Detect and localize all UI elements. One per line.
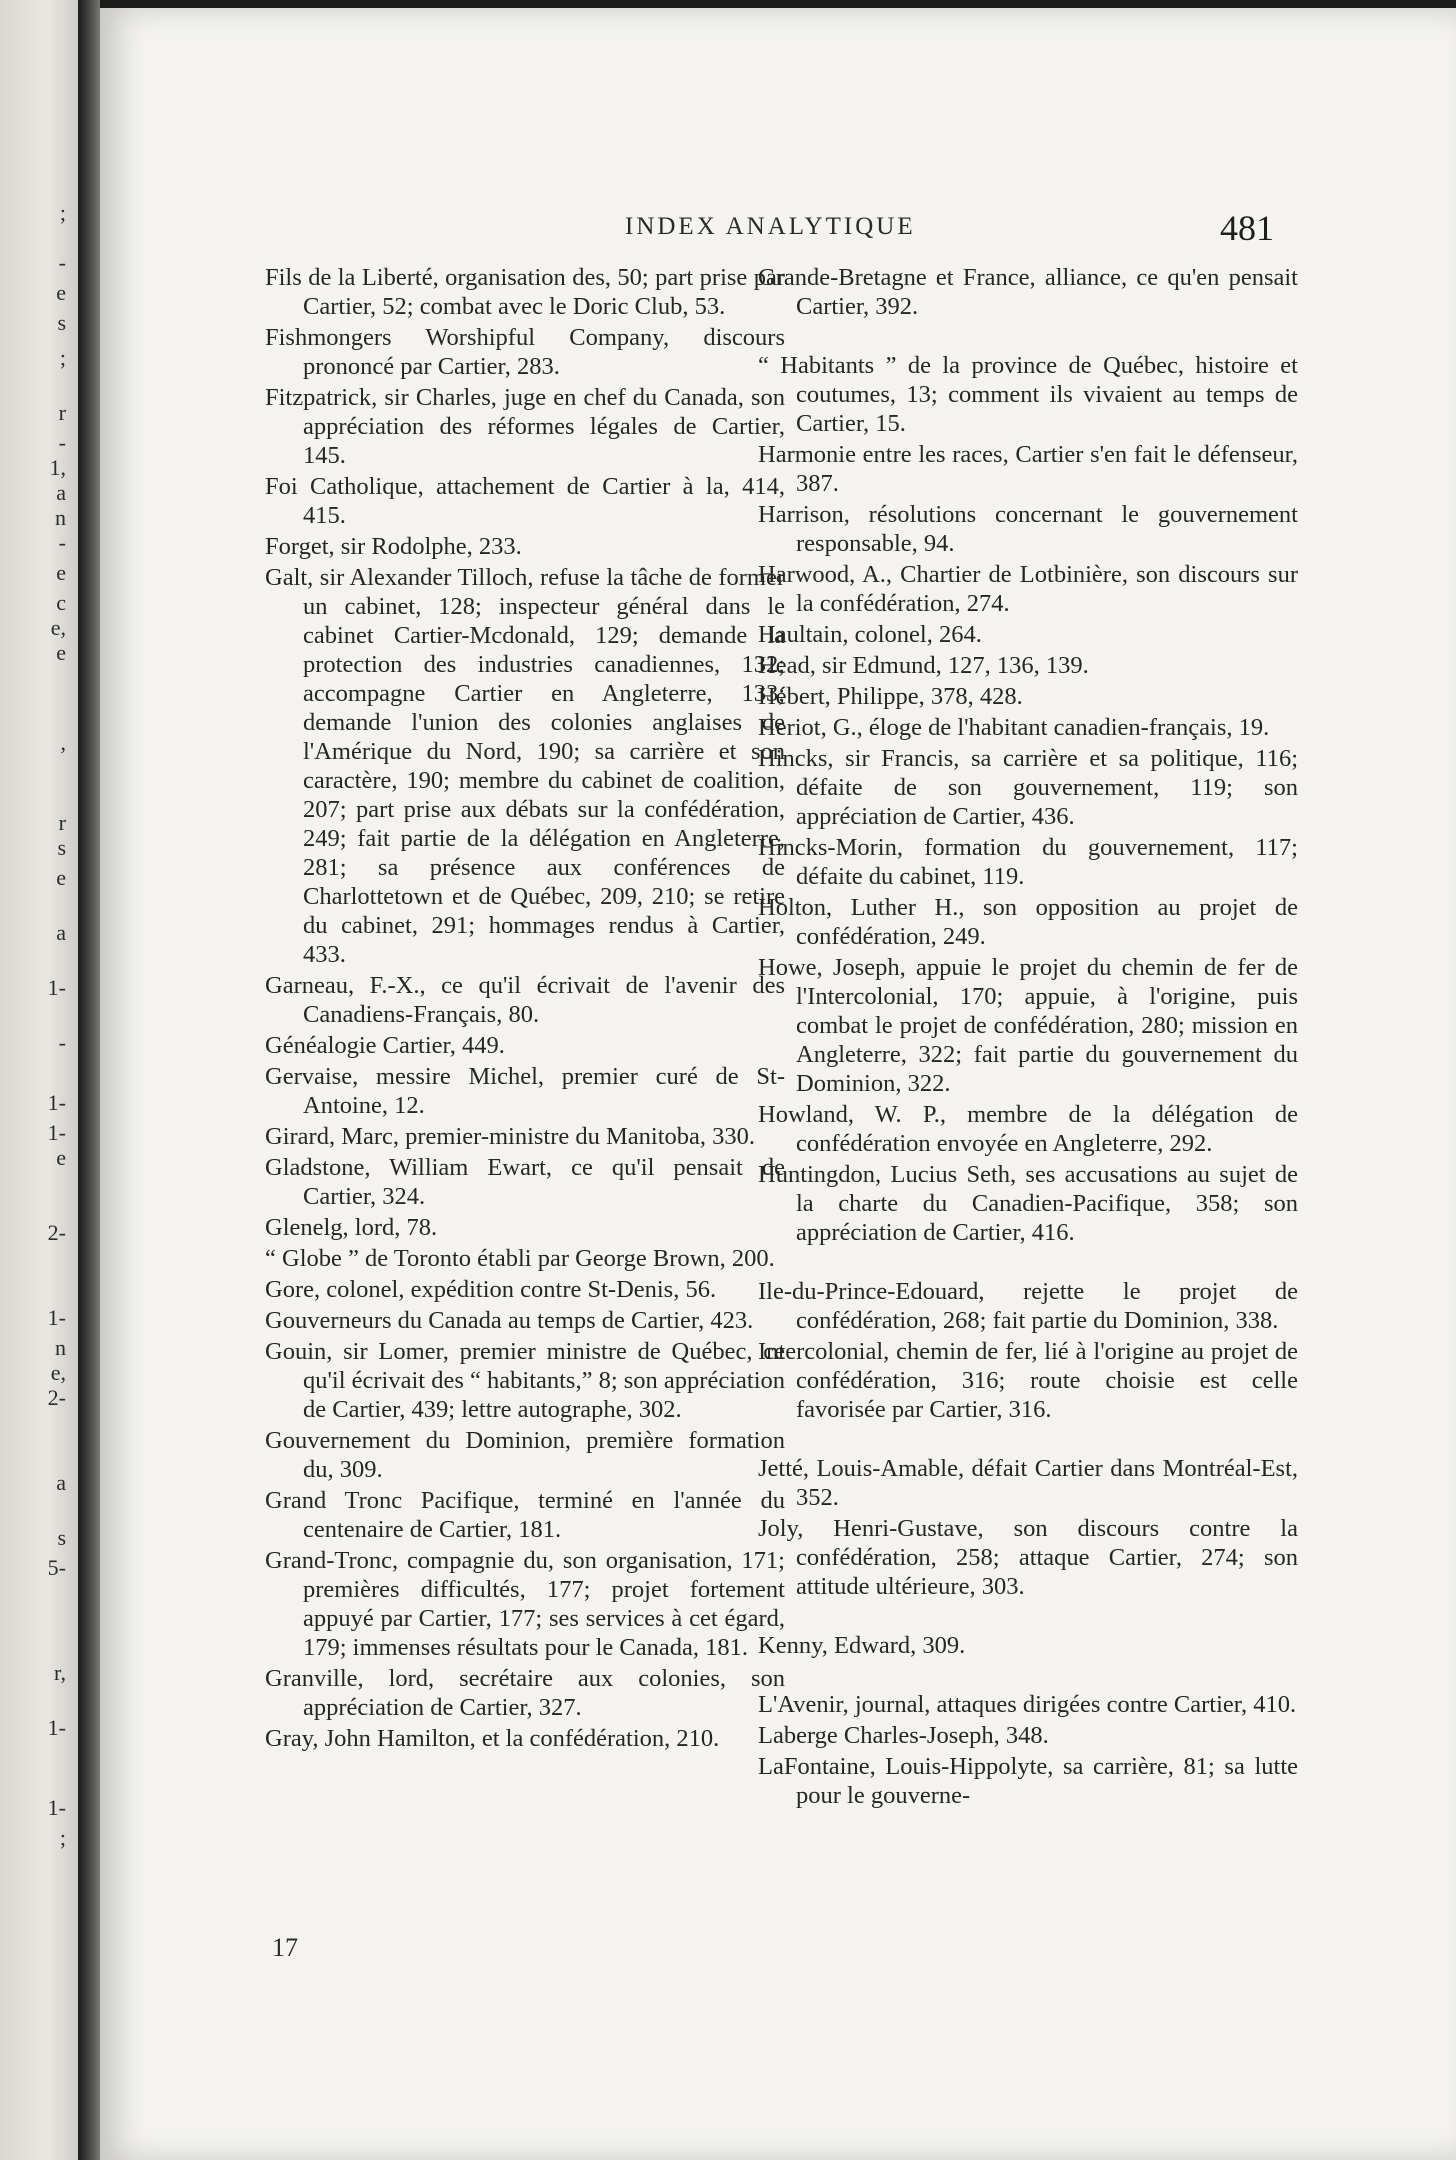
facing-page-text-fragment: a [56,1470,66,1495]
index-entry: Kenny, Edward, 309. [758,1632,966,1659]
index-entry: Joly, Henri-Gustave, son discours contre la confédération, 258; attaque Cartier, 274; son attitude ultérieure, 303. [758,1515,1298,1600]
facing-page-text-fragment: e [56,560,66,585]
index-entry: Glenelg, lord, 78. [265,1214,438,1241]
index-entry: Holton, Luther H., son opposition au projet de confédération, 249. [758,894,1298,950]
index-entry: Gouvernement du Dominion, première formation du, 309. [265,1427,785,1483]
facing-page-text-fragment: e, [50,615,66,640]
index-entry: Grande-Bretagne et France, alliance, ce qu'en pensait Cartier, 392. [758,264,1298,320]
index-entry: Intercolonial, chemin de fer, lié à l'origine au projet de confédération, 316; route choisie est celle favorisée par Cartier, 316. [758,1338,1298,1423]
facing-page-text-fragment: - [58,1030,66,1055]
facing-page-text-fragment: 2- [47,1385,66,1410]
index-entry: Grand-Tronc, compagnie du, son organisation, 171; premières difficultés, 177; projet fortement appuyé par Cartier, 177; ses services à cet égard, 179; immenses résultats pour le Canada, 181. [265,1547,785,1661]
index-entry: Gouverneurs du Canada au temps de Cartier, 423. [265,1307,754,1334]
index-entry: “ Globe ” de Toronto établi par George Brown, 200. [265,1245,775,1272]
facing-page-text-fragment: a [56,480,66,505]
facing-page-text-fragment: ; [59,200,66,225]
book-page [100,8,1456,2160]
facing-page-text-fragment: - [58,250,66,275]
index-entry: Gouin, sir Lomer, premier ministre de Québec, ce qu'il écrivait des “ habitants,” 8; son appréciation de Cartier, 439; lettre autographe, 302. [265,1338,786,1423]
facing-page-text-fragment: a [56,920,66,945]
index-entry: Harmonie entre les races, Cartier s'en fait le défenseur, 387. [758,441,1298,497]
index-entry: Fils de la Liberté, organisation des, 50; part prise par Cartier, 52; combat avec le Doric Club, 53. [265,264,785,320]
index-entry: Grand Tronc Pacifique, terminé en l'année du centenaire de Cartier, 181. [265,1487,785,1543]
index-entry: Garneau, F.-X., ce qu'il écrivait de l'avenir des Canadiens-Français, 80. [265,972,785,1028]
index-entry: Galt, sir Alexander Tilloch, refuse la tâche de former un cabinet, 128; inspecteur général dans le cabinet Cartier-Mcdonald, 129; demande la protection des industries canadiennes, 132; accompagne Cartier en Angleterre, 133; demande l'union des colonies anglaises de l'Amérique du Nord, 190; sa carrière et son caractère, 190; membre du cabinet de coalition, 207; part prise aux débats sur la confédération, 249; fait partie de la délégation en Angleterre, 281; sa présence aux conférences de Charlottetown et de Québec, 209, 210; se retire du cabinet, 291; hommages rendus à Cartier, 433. [265,564,785,968]
index-entry: Généalogie Cartier, 449. [265,1032,505,1059]
index-entry: Fitzpatrick, sir Charles, juge en chef du Canada, son appréciation des réformes légales de Cartier, 145. [265,384,785,469]
facing-page-text-fragment: , [60,730,66,755]
index-entry: Huntingdon, Lucius Seth, ses accusations au sujet de la charte du Canadien-Pacifique, 358; son appréciation de Cartier, 416. [758,1161,1298,1246]
index-entry: Ile-du-Prince-Edouard, rejette le projet de confédération, 268; fait partie du Dominion, 338. [758,1278,1298,1334]
facing-page-text-fragment: n [55,505,66,530]
index-entry: Gladstone, William Ewart, ce qu'il pensait de Cartier, 324. [265,1154,785,1210]
index-entry: LaFontaine, Louis-Hippolyte, sa carrière, 81; sa lutte pour le gouverne- [758,1753,1298,1809]
facing-page-text-fragment: 5- [47,1555,66,1580]
index-entry: Hincks-Morin, formation du gouvernement, 117; défaite du cabinet, 119. [758,834,1298,890]
facing-page-text-fragment: 1- [47,1120,66,1145]
index-entry: L'Avenir, journal, attaques dirigées contre Cartier, 410. [758,1691,1297,1718]
index-entry: Howland, W. P., membre de la délégation de confédération envoyée en Angleterre, 292. [758,1101,1298,1157]
facing-page-edge [0,0,78,2160]
index-entry: Girard, Marc, premier-ministre du Manitoba, 330. [265,1123,756,1150]
book-gutter [78,0,100,2160]
index-entry: Forget, sir Rodolphe, 233. [265,533,522,560]
running-title: INDEX ANALYTIQUE [625,213,916,240]
index-entry: Harwood, A., Chartier de Lotbinière, son discours sur la confédération, 274. [758,561,1298,617]
index-entry: Harrison, résolutions concernant le gouvernement responsable, 94. [758,501,1298,557]
facing-page-text-fragment: s [57,1525,66,1550]
facing-page-text-fragment: 1- [47,1090,66,1115]
facing-page-text-fragment: r [58,400,66,425]
index-entry: Gore, colonel, expédition contre St-Denis, 56. [265,1276,717,1303]
index-entry: Foi Catholique, attachement de Cartier à la, 414, 415. [265,473,785,529]
index-entry: Haultain, colonel, 264. [758,621,982,648]
facing-page-text-fragment: - [58,530,66,555]
page-number: 481 [1220,208,1274,248]
facing-page-text-fragment: e [56,865,66,890]
facing-page-text-fragment: 1- [47,1795,66,1820]
facing-page-text-fragment: ; [59,1825,66,1850]
facing-page-text-fragment: 2- [47,1220,66,1245]
facing-page-text-fragment: c [56,590,66,615]
index-entry: Heriot, G., éloge de l'habitant canadien-français, 19. [758,714,1270,741]
facing-page-text-fragment: r [58,810,66,835]
facing-page-text-fragment: s [57,835,66,860]
facing-page-text-fragment: - [58,430,66,455]
index-column-right [758,263,1298,1812]
signature-mark: 17 [272,1933,298,1962]
index-entry: Howe, Joseph, appuie le projet du chemin de fer de l'Intercolonial, 170; appuie, à l'origine, puis combat le projet de confédération, 280; mission en Angleterre, 322; fait partie du gouvernement du Dominion, 322. [758,954,1298,1097]
facing-page-text-fragment: e [56,280,66,305]
facing-page-text-fragment: e [56,640,66,665]
index-column-left [265,263,785,1755]
facing-page-text-fragment: 1- [47,1305,66,1330]
facing-page-text-fragment: 1- [47,975,66,1000]
facing-page-text-fragment: ; [59,345,66,370]
facing-page-text-fragment: s [57,310,66,335]
index-entry: Gray, John Hamilton, et la confédération, 210. [265,1725,720,1752]
index-entry: Fishmongers Worshipful Company, discours prononcé par Cartier, 283. [265,324,785,380]
facing-page-text-fragment: 1- [47,1715,66,1740]
index-entry: Hébert, Philippe, 378, 428. [758,683,1023,710]
index-entry: Granville, lord, secrétaire aux colonies, son appréciation de Cartier, 327. [265,1665,785,1721]
running-header [100,208,1456,263]
index-entry: Laberge Charles-Joseph, 348. [758,1722,1049,1749]
index-entry: Head, sir Edmund, 127, 136, 139. [758,652,1089,679]
facing-page-text-fragment: e [56,1145,66,1170]
facing-page-text-fragment: n [55,1335,66,1360]
facing-page-text-fragment: e, [50,1360,66,1385]
index-entry: Gervaise, messire Michel, premier curé de St-Antoine, 12. [265,1063,785,1119]
index-entry: “ Habitants ” de la province de Québec, histoire et coutumes, 13; comment ils vivaient au temps de Cartier, 15. [758,352,1298,437]
index-entry: Jetté, Louis-Amable, défait Cartier dans Montréal-Est, 352. [758,1455,1298,1511]
facing-page-text-fragment: r, [54,1660,66,1685]
facing-page-text-fragment: 1, [49,455,66,480]
index-entry: Hincks, sir Francis, sa carrière et sa politique, 116; défaite de son gouvernement, 119; son appréciation de Cartier, 436. [758,745,1298,830]
